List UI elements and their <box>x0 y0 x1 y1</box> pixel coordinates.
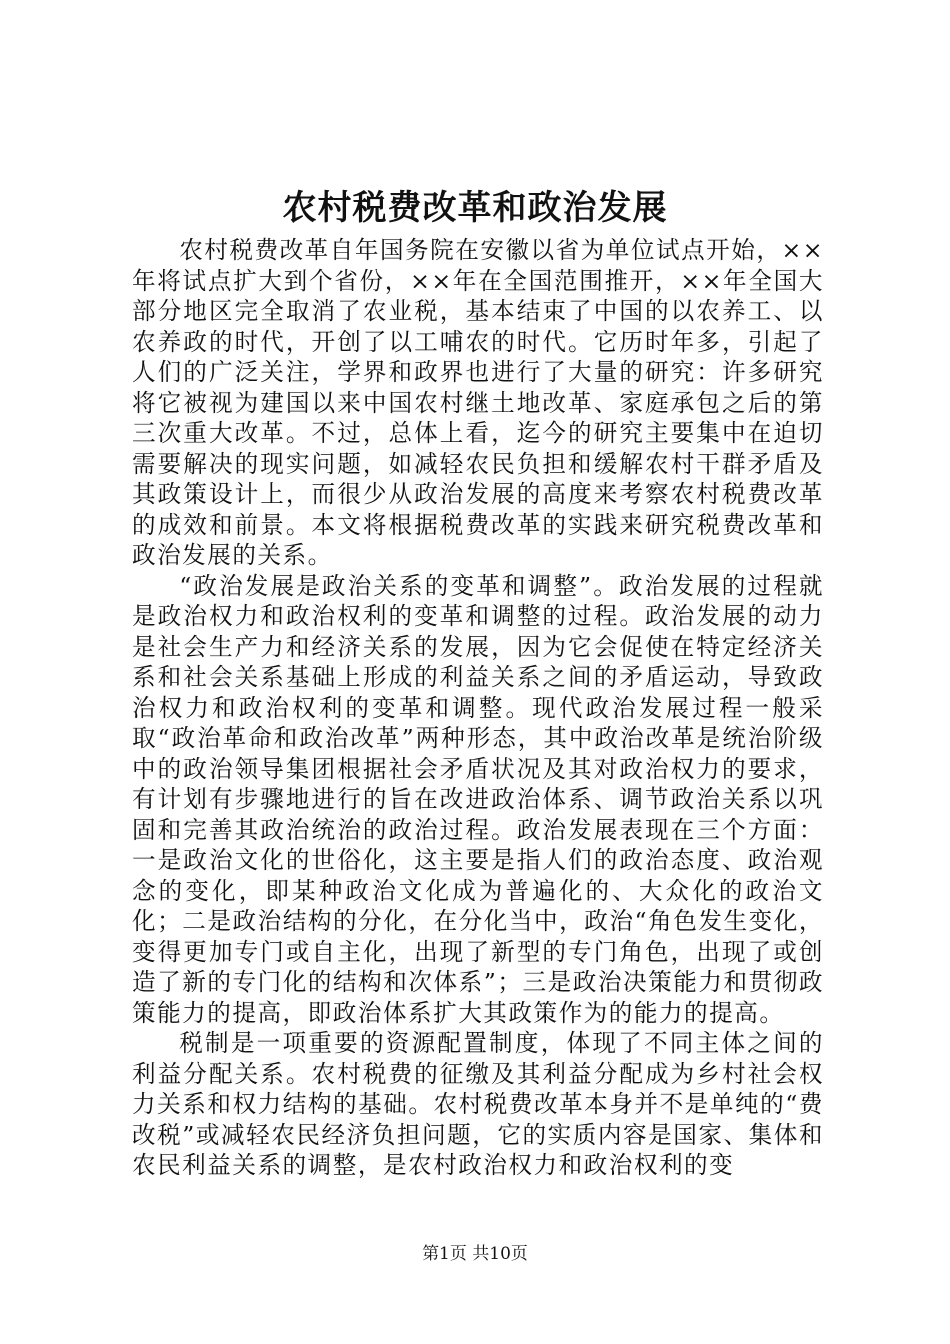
page-footer <box>0 1242 950 1266</box>
paragraph-2: “政治发展是政治关系的变革和调整”。政治发展的过程就是政治权力和政治权利的变革和调整的过程。政治发展的动力是社会生产力和经济关系的发展，因为它会促使在特定经济关系和社会关系基础上形成的利益关系之间的矛盾运动，导致政治权力和政治权利的变革和调整。现代政治发展过程一般采取“政治革命和政治改革”两种形态，其中政治改革是统治阶级中的政治领导集团根据社会矛盾状况及其对政治权力的要求，有计划有步骤地进行的旨在改进政治体系、调节政治关系以巩固和完善其政治统治的政治过程。政治发展表现在三个方面：一是政治文化的世俗化，这主要是指人们的政治态度、政治观念的变化，即某种政治文化成为普遍化的、大众化的政治文化；二是政治结构的分化，在分化当中，政治“角色发生变化，变得更加专门或自主化，出现了新型的专门角色，出现了或创造了新的专门化的结构和次体系”；三是政治决策能力和贯彻政策能力的提高，即政治体系扩大其政策作为的能力的提高。 <box>132 571 824 1027</box>
paragraph-1: 农村税费改革自年国务院在安徽以省为单位试点开始，××年将试点扩大到个省份，××年在全国范围推开，××年全国大部分地区完全取消了农业税，基本结束了中国的以农养工、以农养政的时代，开创了以工哺农的时代。它历时年多，引起了人们的广泛关注，学界和政界也进行了大量的研究：许多研究将它被视为建国以来中国农村继土地改革、家庭承包之后的第三次重大改革。不过，总体上看，迄今的研究主要集中在迫切需要解决的现实问题，如减轻农民负担和缓解农村干群矛盾及其政策设计上，而很少从政治发展的高度来考察农村税费改革的成效和前景。本文将根据税费改革的实践来研究税费改革和政治发展的关系。 <box>132 236 824 569</box>
page-number-label: 第1页 共10页 <box>422 1244 528 1264</box>
document-body <box>132 235 824 1181</box>
paragraph-3: 税制是一项重要的资源配置制度，体现了不同主体之间的利益分配关系。农村税费的征缴及其利益分配成为乡村社会权力关系和权力结构的基础。农村税费改革本身并不是单纯的“费改税”或减轻农民经济负担问题，它的实质内容是国家、集体和农民利益关系的调整，是农村政治权力和政治权利的变 <box>132 1029 824 1179</box>
document-title: 农村税费改革和政治发展 <box>282 188 668 228</box>
